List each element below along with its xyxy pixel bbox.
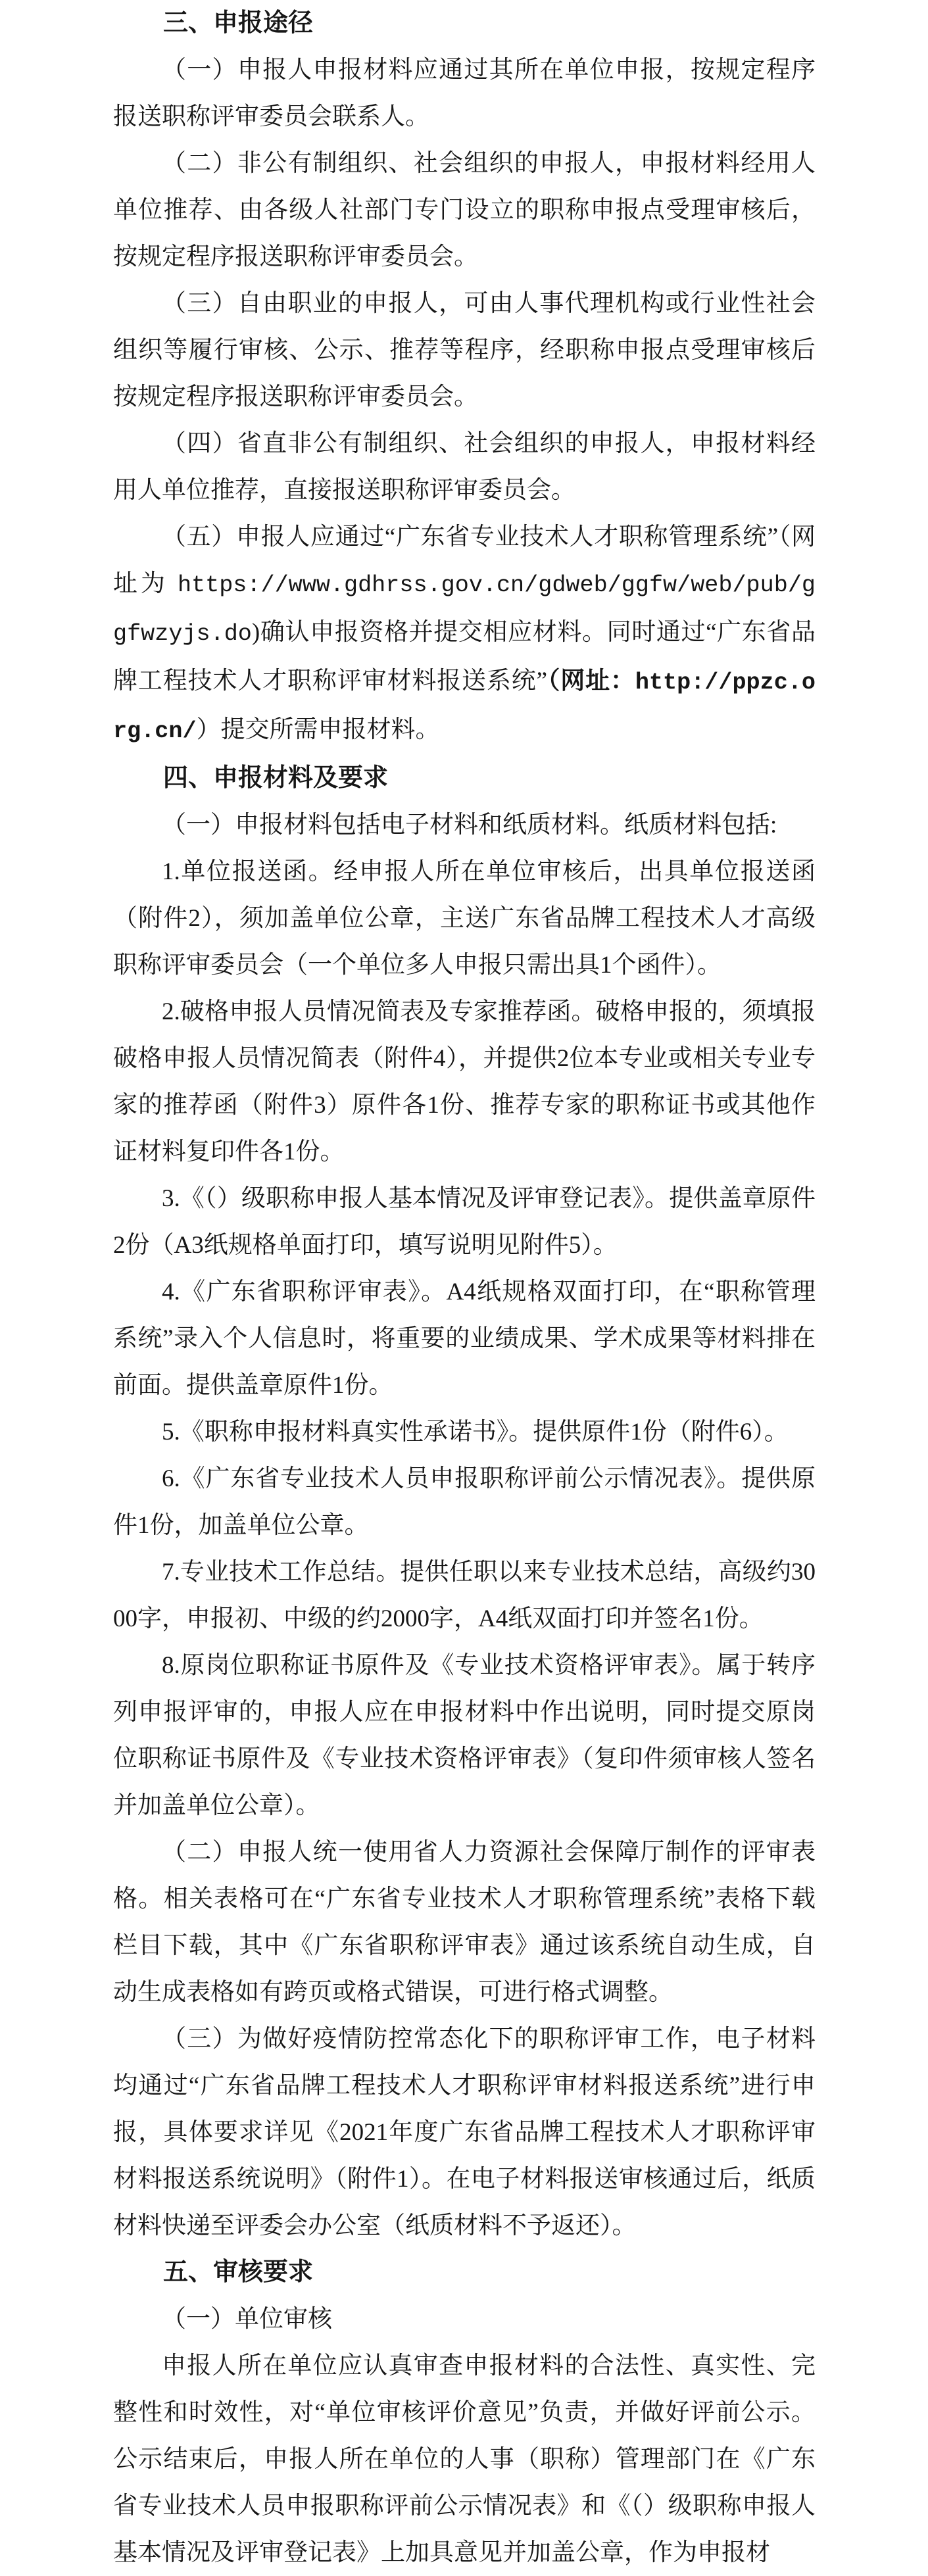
text-segment: （二）非公有制组织、社会组织的申报人，申报材料经用人单位推荐、由各级人社部门专门设立的职称申报点受理审核后，按规定程序报送职称评审委员会。 bbox=[113, 150, 816, 270]
text-segment: ）提交所需申报材料。 bbox=[196, 716, 440, 743]
url-text: https://www.gdhrss.gov.cn/gdweb/ggfw/web/pub/ggfwzyjs.do bbox=[113, 572, 816, 647]
para-4-2 bbox=[113, 1829, 816, 2016]
text-segment: （五）申报人应通过“广东省专业技术人才职称管理系统”（网址为 bbox=[113, 523, 816, 597]
text-segment: （一）申报人申报材料应通过其所在单位申报，按规定程序报送职称评审委员会联系人。 bbox=[113, 57, 816, 130]
para-4-item-7 bbox=[113, 1549, 816, 1642]
para-5-1-body bbox=[113, 2343, 816, 2576]
text-segment: 五、审核要求 bbox=[163, 2258, 314, 2286]
para-3-1 bbox=[113, 47, 816, 140]
para-4-item-2 bbox=[113, 988, 816, 1175]
text-segment: 三、申报途径 bbox=[163, 9, 314, 37]
para-4-1 bbox=[113, 802, 816, 848]
para-5-1-subhead bbox=[113, 2296, 816, 2343]
text-segment: （四）省直非公有制组织、社会组织的申报人，申报材料经用人单位推荐，直接报送职称评审委员会。 bbox=[113, 430, 816, 504]
heading-section-5 bbox=[113, 2249, 816, 2296]
text-segment: 3.《（）级职称申报人基本情况及评审登记表》。提供盖章原件2份（A3纸规格单面打印，填写说明见附件5）。 bbox=[113, 1185, 816, 1259]
text-segment: （二）申报人统一使用省人力资源社会保障厅制作的评审表格。相关表格可在“广东省专业技术人才职称管理系统”表格下载栏目下载，其中《广东省职称评审表》通过该系统自动生成，自动生成表格如有跨页或格式错误，可进行格式调整。 bbox=[113, 1839, 816, 2006]
text-segment: 4.《广东省职称评审表》。A4纸规格双面打印，在“职称管理系统”录入个人信息时，将重要的业绩成果、学术成果等材料排在前面。提供盖章原件1份。 bbox=[113, 1278, 816, 1399]
heading-section-4 bbox=[113, 755, 816, 802]
text-segment: 1.单位报送函。经申报人所在单位审核后，出具单位报送函（附件2），须加盖单位公章，主送广东省品牌工程技术人才高级职称评审委员会（一个单位多人申报只需出具1个函件）。 bbox=[113, 858, 816, 979]
text-segment: （一）单位审核 bbox=[162, 2306, 332, 2333]
para-3-3 bbox=[113, 280, 816, 420]
para-3-2 bbox=[113, 140, 816, 280]
para-3-4 bbox=[113, 420, 816, 514]
text-segment: 7.专业技术工作总结。提供任职以来专业技术总结，高级约3000字，申报初、中级的约2000字，A4纸双面打印并签名1份。 bbox=[113, 1559, 816, 1632]
text-segment: 8.原岗位职称证书原件及《专业技术资格评审表》。属于转序列申报评审的，申报人应在申报材料中作出说明，同时提交原岗位职称证书原件及《专业技术资格评审表》（复印件须审核人签名并加盖单位公章）。 bbox=[113, 1652, 816, 1819]
document-page bbox=[113, 0, 816, 2576]
para-4-item-8 bbox=[113, 1642, 816, 1829]
text-segment: 四、申报材料及要求 bbox=[163, 764, 389, 792]
text-segment: （三）为做好疫情防控常态化下的职称评审工作，电子材料均通过“广东省品牌工程技术人才职称评审材料报送系统”进行申报，具体要求详见《2021年度广东省品牌工程技术人才职称评审材料报送系统说明》（附件1）。在电子材料报送审核通过后，纸质材料快递至评委会办公室（纸质材料不予返还）。 bbox=[113, 2026, 816, 2239]
para-4-item-5 bbox=[113, 1409, 816, 1455]
text-segment: 2.破格申报人员情况简表及专家推荐函。破格申报的，须填报破格申报人员情况简表（附件4），并提供2位本专业或相关专业专家的推荐函（附件3）原件各1份、推荐专家的职称证书或其他作证材料复印件各1份。 bbox=[113, 998, 816, 1165]
text-segment: 申报人所在单位应认真审查申报材料的合法性、真实性、完整性和时效性，对“单位审核评价意见”负责，并做好评前公示。公示结束后，申报人所在单位的人事（职称）管理部门在《广东省专业技术人员申报职称评前公示情况表》和《（）级职称申报人基本情况及评审登记表》上加具意见并加盖公章，作为申报材 bbox=[113, 2352, 816, 2566]
text-segment: 5.《职称申报材料真实性承诺书》。提供原件1份（附件6）。 bbox=[162, 1419, 789, 1446]
text-segment: )确认申报资格并提交相应材料。同时通过“广东省品牌工程技术人才职称评审材料报送系统” bbox=[113, 619, 816, 694]
para-4-3 bbox=[113, 2016, 816, 2249]
text-segment: （三）自由职业的申报人，可由人事代理机构或行业性社会组织等履行审核、公示、推荐等程序，经职称申报点受理审核后按规定程序报送职称评审委员会。 bbox=[113, 290, 816, 410]
para-4-item-3 bbox=[113, 1175, 816, 1269]
para-4-item-6 bbox=[113, 1455, 816, 1549]
heading-section-3 bbox=[113, 0, 816, 47]
para-3-5 bbox=[113, 514, 816, 755]
para-4-item-4 bbox=[113, 1269, 816, 1409]
para-4-item-1 bbox=[113, 848, 816, 988]
url-text: http://ppzc.org.cn/ bbox=[113, 669, 816, 744]
text-segment: 6.《广东省专业技术人员申报职称评前公示情况表》。提供原件1份，加盖单位公章。 bbox=[113, 1465, 816, 1539]
text-segment: （一）申报材料包括电子材料和纸质材料。纸质材料包括: bbox=[162, 812, 777, 838]
text-segment: （网址： bbox=[547, 668, 635, 694]
